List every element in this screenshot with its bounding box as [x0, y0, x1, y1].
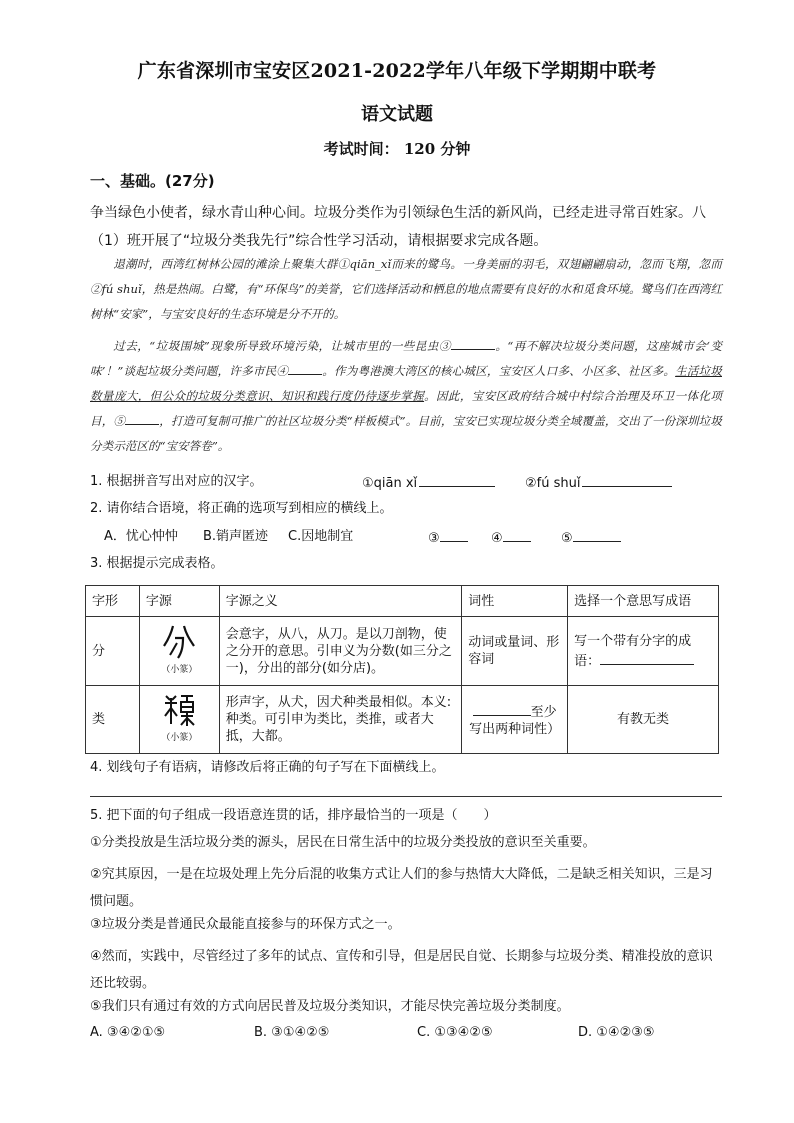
question-4: 4. 划线句子有语病，请修改后将正确的句子写在下面横线上。 [90, 760, 445, 775]
pos-prompt-b: 写出两种词性） [469, 722, 561, 737]
table-cell-pos: 动词或量词、形容词 [462, 617, 568, 686]
pos-answer[interactable] [473, 701, 531, 716]
table-header-cell: 词性 [462, 586, 568, 617]
q1-pinyin-b: ②fú shuǐ [525, 476, 581, 491]
answer-line[interactable] [90, 796, 722, 797]
q2-label-5: ⑤ [561, 531, 573, 546]
passage-text: 过去，“垃圾围城”现象所导致环境污染，让城市里的一些昆虫③ [113, 339, 451, 353]
q5-sentence-5: ⑤我们只有通过有效的方式向居民普及垃圾分类知识，才能尽快完善垃圾分类制度。 [90, 999, 570, 1014]
question-2: 2. 请你结合语境，将正确的选项写到相应的横线上。 [90, 501, 393, 516]
q5-sentence-2: ②究其原因，一是在垃圾处理上先分后混的收集方式让人们的参与热情大大降低，二是缺乏相关知识，三是习惯问题。 [90, 867, 713, 909]
question-1: 1. 根据拼音写出对应的汉字。 [90, 474, 263, 489]
seal-script-lei-icon [162, 692, 196, 728]
q5-sentence-1: ①分类投放是生活垃圾分类的源头，居民在日常生活中的垃圾分类投放的意识至关重要。 [90, 835, 596, 850]
table-row [86, 686, 719, 754]
q2-label-3: ③ [428, 531, 440, 546]
q5-sentence-4: ④然而，实践中，尽管经过了多年的试点、宣传和引导，但是居民自觉、长期参与垃圾分类、精准投放的意识还比较弱。 [90, 949, 713, 991]
q2-blank-3 [428, 527, 468, 549]
table-row [86, 617, 719, 686]
q2-answer-3[interactable] [440, 527, 468, 542]
passage-text: 。“再不解决垃圾分类问题，这座城市会‘变味’！”谈起垃圾分类问题，许多市民④ [90, 339, 722, 378]
q2-option-c: C.因地制宜 [288, 529, 354, 544]
q2-answer-4[interactable] [503, 527, 531, 542]
table-cell-idiom [568, 617, 719, 686]
passage-text: ，打造可复制可推广的社区垃圾分类“样板模式”。目前，宝安已实现垃圾分类全域覆盖，交出了一份深圳垃圾分类示范区的“宝安答卷”。 [90, 414, 722, 453]
question-3: 3. 根据提示完成表格。 [90, 556, 224, 571]
table-cell-idiom: 有教无类 [568, 686, 719, 754]
table-header-row [86, 586, 719, 617]
q1-answer-a[interactable] [419, 472, 495, 487]
passage-paragraph-1: 退潮时，西湾红树林公园的滩涂上聚集大群①qiān_xǐ而来的鹭鸟。一身美丽的羽毛，双翅翩翩扇动，忽而飞翔，忽而②fú shuǐ，热是热闹。白鹭，有“环保鸟”的美誉，它们选择活动和栖息的地点需要有良好的水和觅食环境。鹭鸟们在西湾红树林“安家”，与宝安良好的生态环境是分不开的。 [90, 257, 722, 321]
q2-blank-4 [491, 527, 531, 549]
table-cell-seal [139, 686, 219, 754]
character-table [85, 585, 719, 754]
exam-subtitle: 语文试题 [361, 104, 433, 125]
blank-4[interactable] [288, 360, 322, 375]
q2-answer-5[interactable] [573, 527, 621, 542]
table-cell-seal [139, 617, 219, 686]
exam-time: 考试时间： 120 分钟 [323, 140, 471, 158]
table-cell-char: 分 [86, 617, 140, 686]
q2-option-b: B.销声匿迹 [203, 529, 269, 544]
exam-title: 广东省深圳市宝安区2021-2022学年八年级下学期期中联考 [137, 60, 657, 82]
q5-sentence-3: ③垃圾分类是普通民众最能直接参与的环保方式之一。 [90, 917, 401, 932]
q5-option-d[interactable]: D. ①④②③⑤ [578, 1025, 655, 1040]
q1-item-a [362, 472, 495, 494]
table-header-cell: 选择一个意思写成语 [568, 586, 719, 617]
passage-paragraph-2 [90, 334, 722, 459]
passage-text: 。因此，宝安区政府结合城中村综合治理及环卫一体化项目，⑤ [90, 389, 722, 428]
q2-option-a: A．忧心忡忡 [104, 529, 178, 544]
underlined-sentence: 生活垃圾数量庞大，但公众的垃圾分类意识、知识和践行度仍待逐步掌握 [90, 364, 722, 403]
section-intro: 争当绿色小使者，绿水青山种心间。垃圾分类作为引领绿色生活的新风尚，已经走进寻常百姓家。八（1）班开展了“垃圾分类我先行”综合性学习活动，请根据要求完成各题。 [90, 205, 706, 249]
idiom-answer[interactable] [600, 650, 694, 665]
q1-pinyin-a: ①qiān xǐ [362, 476, 418, 491]
table-header-cell: 字源 [139, 586, 219, 617]
table-header-cell: 字源之义 [219, 586, 461, 617]
idiom-prompt: 写一个带有分字的成语： [574, 633, 692, 669]
q5-option-c[interactable]: C. ①③④②⑤ [417, 1025, 493, 1040]
table-cell-meaning: 形声字，从犬，因犬种类最相似。本义:种类。可引申为类比，类推，或者大抵，大都。 [219, 686, 461, 754]
seal-script-fen-icon [162, 624, 196, 660]
table-cell-char: 类 [86, 686, 140, 754]
pos-prompt-a: 至少 [530, 705, 557, 720]
seal-caption: （小篆） [161, 664, 198, 675]
q1-answer-b[interactable] [582, 472, 672, 487]
passage-text: 。作为粤港澳大湾区的核心城区，宝安区人口多、小区多、社区多。 [322, 364, 676, 378]
q5-option-b[interactable]: B. ③①④②⑤ [254, 1025, 330, 1040]
section-heading: 一、基础。(27分) [90, 172, 215, 190]
question-5: 5. 把下面的句子组成一段语意连贯的话，排序最恰当的一项是（ ） [90, 808, 497, 823]
table-cell-meaning: 会意字，从八，从刀。是以刀剖物，使之分开的意思。引申义为分数(如三分之一)，分出的部分(如分店)。 [219, 617, 461, 686]
blank-3[interactable] [451, 335, 495, 350]
q2-blank-5 [561, 527, 621, 549]
q5-option-a[interactable]: A. ③④②①⑤ [90, 1025, 166, 1040]
table-cell-pos [462, 686, 568, 754]
table-header-cell: 字形 [86, 586, 140, 617]
blank-5[interactable] [125, 410, 159, 425]
seal-caption: （小篆） [161, 733, 198, 743]
q2-label-4: ④ [491, 531, 503, 546]
q1-item-b [525, 472, 672, 494]
